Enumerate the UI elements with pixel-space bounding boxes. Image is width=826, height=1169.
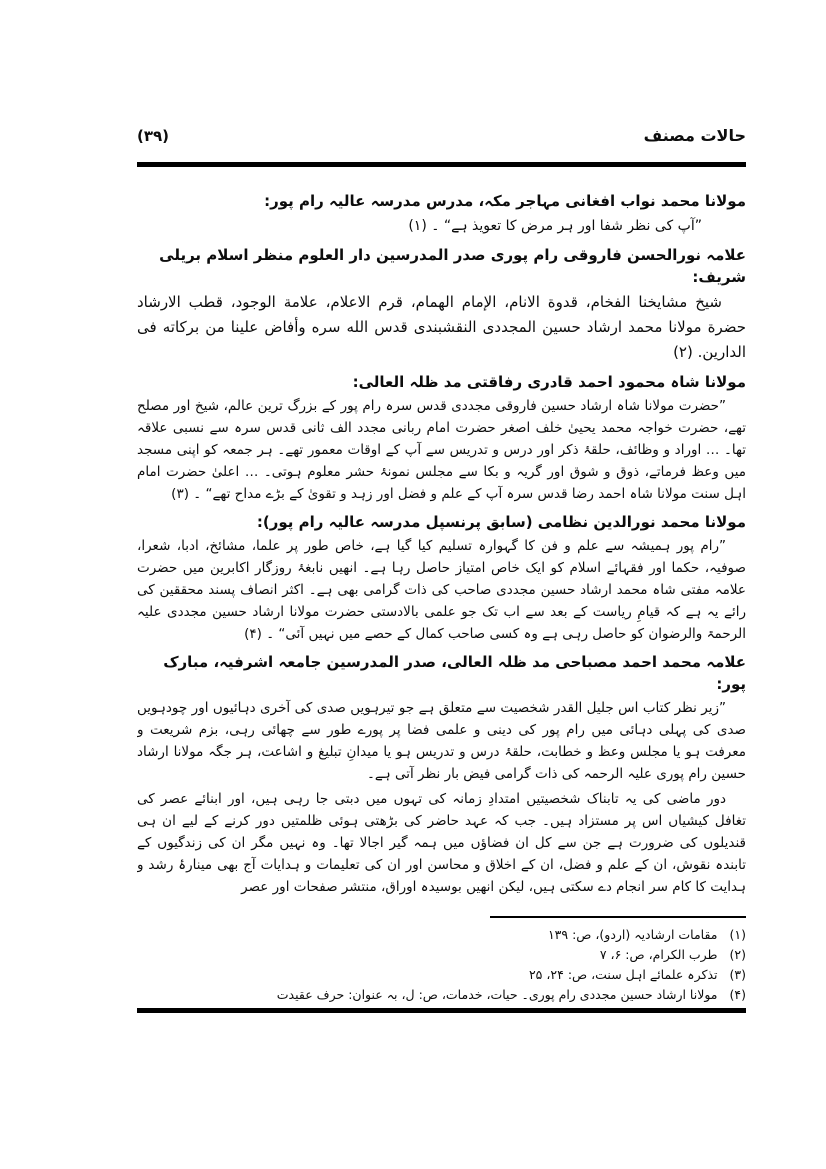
footnote-text: تذکرہ علمائے اہل سنت، ص: ۲۴، ۲۵ — [528, 967, 718, 982]
section-heading: علامہ محمد احمد مصباحی مد ظلہ العالی، صدر المدرسین جامعہ اشرفیہ، مبارک پور: — [163, 653, 746, 693]
main-text — [137, 184, 746, 914]
section-paragraph: دور ماضی کی یہ تابناک شخصیتیں امتدادِ زمانہ کی تہوں میں دبتی جا رہی ہیں، اور ابنائے عصر کی تغافل کیشیاں اس پر مستزاد ہیں۔ جب کہ عہد حاضر کی بڑھتی ہوئی ظلمتیں دور کرنے کے لیے ان ہی قندیلوں کی ضرورت ہے جن سے کل ان فضاؤں میں ہمہ گیر اجالا تھا۔ وہ نہیں مگر ان کی زندگیوں کے تابندہ نقوش، ان کے علم و فضل، ان کے اخلاق و محاسن اور ان کی تعلیمات و ہدایات آج بھی مینارۂ رشد و ہدایت کا کام سر انجام دے سکتی ہیں، لیکن انھیں بوسیدہ اوراق، منتشر صفحات اور عصر — [137, 791, 746, 895]
quote-text: ”آپ کی نظر شفا اور ہر مرض کا تعویذ ہے“ ۔ (۱) — [408, 218, 702, 234]
footnote-rule — [490, 916, 746, 918]
footnote-text: طرب الکرام، ص: ۶، ۷ — [599, 947, 718, 962]
section-noor-uddin-nizami — [137, 511, 746, 645]
footnote-item — [137, 965, 746, 985]
section-heading: مولانا محمد نورالدین نظامی (سابق پرنسپل مدرسہ عالیہ رام پور): — [256, 513, 746, 531]
footnote-item — [137, 945, 746, 965]
section-paragraph: ”رام پور ہمیشہ سے علم و فن کا گہوارہ تسلیم کیا گیا ہے، خاص طور پر علما، مشائخ، ادبا، شعرا، صوفیہ، حکما اور فقہائے اسلام کو ایک خاص امتیاز حاصل رہا ہے۔ انھیں نابغۂ روزگار اکابرین میں حضرت علامہ مفتی شاہ محمد ارشاد حسین مجددی صاحب کی ذات گرامی بھی ہے۔ اکثر انصاف پسند محققین کی رائے یہ ہے کہ قیامِ ریاست کے بعد سے اب تک جو علمی بالادستی حضرت مولانا ارشاد حسین مجددی علیہ الرحمۃ والرضوان کو حاصل رہی ہے وہ کسی صاحب کمال کے حصے میں نہیں آئی“ ۔ (۴) — [137, 538, 746, 642]
arabic-tribute-paragraph: شيخ مشايخنا الفخام، قدوة الانام، الإمام الهمام، قرم الاعلام، علامة الوجود، قطب الارشاد حضرة مولانا محمد ارشاد حسين المجددى النقشبندى قدس الله سره وأفاض علينا من بركاته فى الدارين. (۲) — [137, 293, 746, 361]
section-heading: علامہ نورالحسن فاروقی رام پوری صدر المدرسین دار العلوم منظر اسلام بریلی شریف: — [159, 246, 746, 286]
footnote-marker: (۱) — [729, 927, 746, 942]
footnote-marker: (۳) — [729, 967, 746, 982]
page-header — [137, 126, 746, 145]
footnote-item — [137, 925, 746, 945]
header-rule — [137, 162, 746, 167]
section-noorul-hasan-farooqi — [137, 244, 746, 365]
section-nawab-afghani — [137, 190, 746, 238]
footnote-marker: (۲) — [729, 947, 746, 962]
section-paragraph: ”حضرت مولانا شاہ ارشاد حسین فاروقی مجددی قدس سرہ رام پور کے بزرگ ترین عالم، شیخ اور مصلح تھے، حضرت خواجہ محمد یحییٰ خلف اصغر حضرت امام ربانی مجدد الف ثانی قدس سرہ سے نسبی علاقہ تھا۔ … اوراد و وظائف، حلقۂ ذکر اور درس و تدریس سے آپ کے اوقات معمور تھے۔ ہر جمعہ کو اپنی مسجد میں وعظ فرماتے، ذوق و شوق اور گریہ و بکا سے مجلس نمونۂ حشر معلوم ہوتی۔ … اعلیٰ حضرت امام اہل سنت مولانا شاہ احمد رضا قدس سرہ آپ کے علم و فضل اور زہد و تقویٰ کے بڑے مداح تھے“ ۔ (۳) — [137, 398, 746, 502]
footnote-marker: (۴) — [729, 987, 746, 1002]
section-heading: مولانا محمد نواب افغانی مہاجر مکہ، مدرس مدرسہ عالیہ رام پور: — [264, 192, 746, 210]
section-paragraph: ”زیر نظر کتاب اس جلیل القدر شخصیت سے متعلق ہے جو تیرہویں صدی کی آخری دہائیوں اور چودہویں صدی کی پہلی دہائی میں رام پور کی دینی و علمی فضا پر پورے طور سے چھائی رہی، بزم شریعت و معرفت ہو یا مجلس وعظ و خطابت، حلقۂ درس و تدریس ہو یا میدانِ تبلیغ و اشاعت، ہر جگہ مولانا ارشاد حسین رام پوری علیہ الرحمہ کی ذات گرامی فیض بار نظر آتی ہے۔ — [137, 700, 746, 782]
page-number: (۳۹) — [137, 127, 170, 145]
bottom-rule — [137, 1008, 746, 1013]
section-ahmad-misbahi — [137, 651, 746, 898]
footnote-text: مقامات ارشادیہ (اردو)، ص: ۱۳۹ — [547, 927, 718, 942]
page-title: حالات مصنف — [643, 126, 746, 145]
footnote-text: مولانا ارشاد حسین مجددی رام پوری۔ حیات، خدمات، ص: ل، بہ عنوان: حرف عقیدت — [276, 987, 718, 1002]
footnotes — [137, 925, 746, 1005]
footnote-item — [137, 985, 746, 1005]
section-heading: مولانا شاہ محمود احمد قادری رفاقتی مد ظلہ العالی: — [352, 373, 746, 391]
section-shah-mahmood-ahmad-qadri — [137, 371, 746, 505]
